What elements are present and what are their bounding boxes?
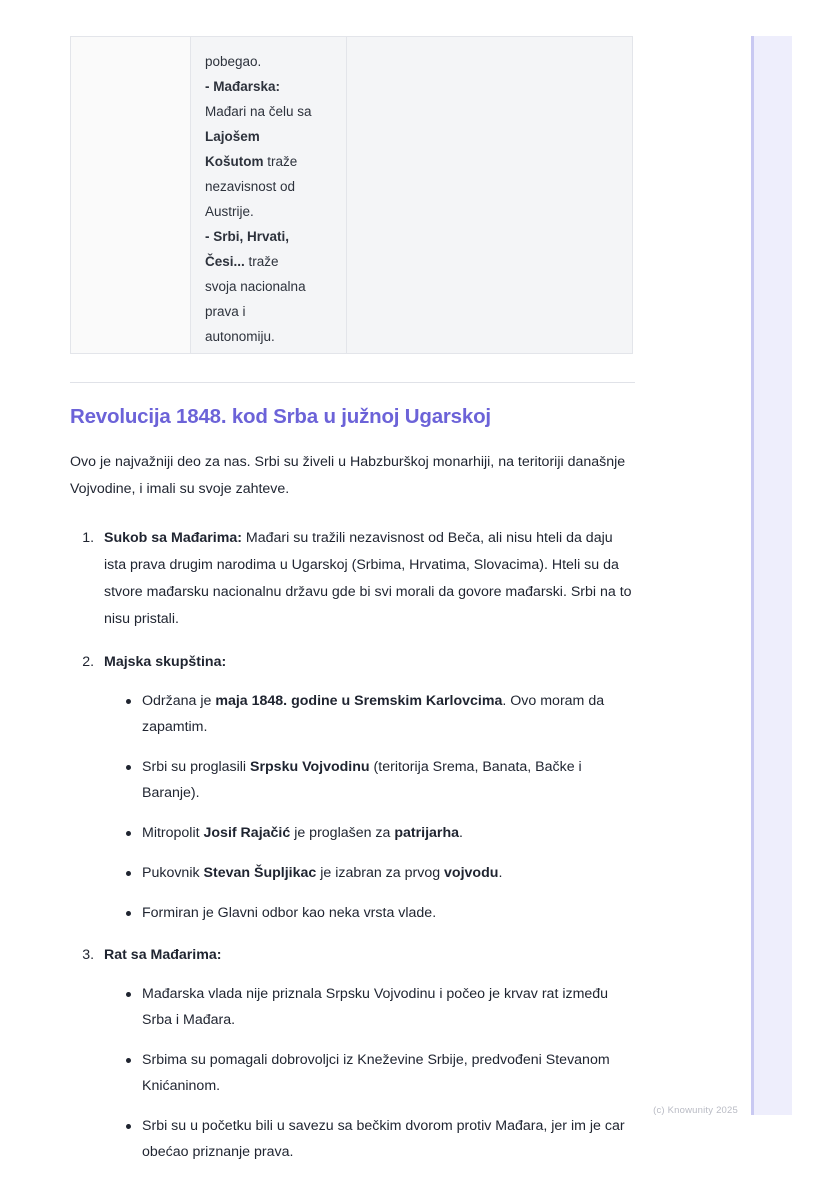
table-line: Austrije. [205,204,254,219]
table-line: Mađari na čelu sa [205,104,312,119]
table-column-1 [71,37,191,353]
list-item [98,525,635,633]
sub-text: je izabran za prvog [316,865,445,881]
table-column-3 [347,37,632,353]
sub-list-item [126,981,635,1033]
sub-list-item [126,860,635,886]
sub-list-item [126,754,635,806]
sub-text: Pukovnik [142,865,204,881]
table-line: prava i [205,304,246,319]
table-line: - Srbi, Hrvati, [205,229,290,244]
list-item-heading: Rat sa Mađarima: [104,947,222,963]
sub-list-item [126,900,635,926]
table-line: Košutom traže [205,154,298,169]
list-item-text: Mađari su tražili nezavisnost od Beča, ali nisu hteli da daju ista prava drugim narodima u Ugarskoj (Srbima, Hrvatima, Slovacima). Hteli su da stvore mađarsku nacionalnu državu gde bi svi morali da govore mađarski. Srbi na to nisu pristali. [104,530,632,627]
table-line: svoja nacionalna [205,279,306,294]
list-item-heading: Sukob sa Mađarima: [104,530,242,546]
page-title: Revolucija 1848. kod Srba u južnoj Ugarskoj [70,405,491,428]
list-item [98,649,635,926]
sub-text: . Ovo moram da zapamtim. [142,693,605,735]
sub-text: . [459,825,463,841]
list-item [98,942,635,1165]
right-decorative-strip [754,36,792,1115]
section-intro: Ovo je najvažniji deo za nas. Srbi su živeli u Habzburškoj monarhiji, na teritoriji današnje Vojvodine, i imali su svoje zahteve. [70,454,626,497]
sub-list-item [126,820,635,846]
sub-text: je proglašen za [290,825,395,841]
sub-list [104,981,635,1165]
sub-bold: Stevan Šupljikac [203,865,317,881]
sub-bold: maja 1848. godine u Sremskim Karlovcima [215,693,503,709]
table-line: pobegao. [205,54,262,69]
table-line: Česi... traže [205,254,279,269]
table-line: Lajošem [205,129,260,144]
sub-list-item [126,1047,635,1099]
sub-text: Mitropolit [142,825,204,841]
sub-text: Srbima su pomagali dobrovoljci iz Kneževine Srbije, predvođeni Stevanom Knićaninom. [142,1052,610,1094]
sub-bold: vojvodu [444,865,499,881]
numbered-list [70,525,635,1165]
sub-text: Srbi su proglasili [142,759,251,775]
sub-text: (teritorija Srema, Banata, Bačke i Baranje). [142,759,582,801]
list-item-heading: Majska skupština: [104,654,227,670]
table-line: - Mađarska: [205,79,281,94]
sub-list-item [126,1113,635,1165]
right-accent-line [751,36,754,1115]
table-line: autonomiju. [205,329,275,344]
table-fragment [70,36,633,354]
sub-text: Srbi su u početku bili u savezu sa bečkim dvorom protiv Mađara, jer im je car obećao priznanje prava. [142,1118,625,1160]
sub-list-item [126,688,635,740]
sub-text: Formiran je Glavni odbor kao neka vrsta vlade. [142,905,437,921]
table-column-2 [191,37,347,353]
table-line: nezavisnost od [205,179,296,194]
sub-bold: Srpsku Vojvodinu [250,759,370,775]
sub-text: . [498,865,503,881]
sub-list [104,688,635,926]
sub-text: Mađarska vlada nije priznala Srpsku Vojvodinu i počeo je krvav rat između Srba i Mađara. [142,986,609,1028]
document-content [70,36,635,1181]
watermark: (c) Knowunity 2025 [653,1105,738,1116]
sub-text: Održana je [142,693,216,709]
sub-bold: Josif Rajačić [203,825,291,841]
section-divider [70,382,635,383]
sub-bold: patrijarha [394,825,460,841]
